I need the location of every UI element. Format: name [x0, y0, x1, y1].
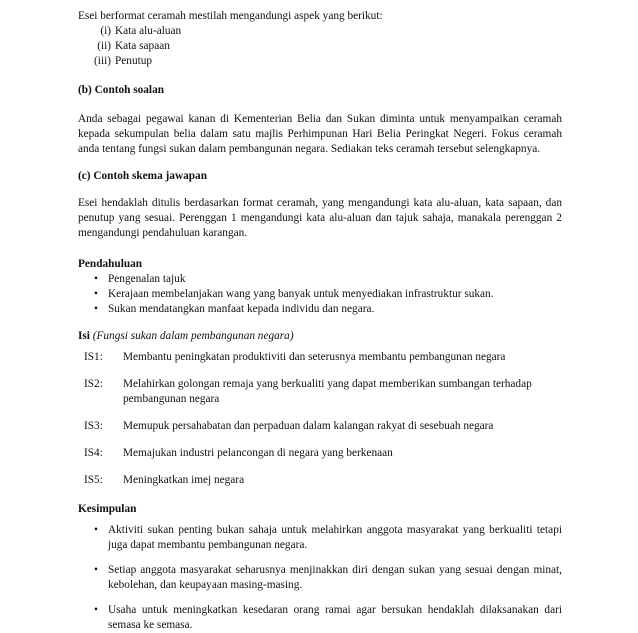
isi-point: IS5: Meningkatkan imej negara: [84, 474, 245, 486]
section-c-paragraph: Esei hendaklah ditulis berdasarkan format ceramah, yang mengandungi kata alu-aluan, kata sapaan, dan penutup yang sesuai. Perenggan 1 mengandungi kata alu-aluan dan tajuk sahaja, manakala perenggan 2 mengandungi pendahuluan karangan.: [78, 197, 562, 239]
bullet-icon: •: [94, 273, 98, 285]
bullet-icon: •: [94, 288, 98, 300]
isi-heading-line: [78, 329, 562, 344]
section-b-paragraph: Anda sebagai pegawai kanan di Kementerian Belia dan Sukan diminta untuk menyampaikan ceramah kepada sekumpulan belia dalam satu majlis Perhimpunan Hari Belia Peringkat Negeri. Fokus ceramah anda tentang fungsi sukan dalam pembangunan negara. Sediakan teks ceramah tersebut selengkapnya.: [78, 113, 562, 155]
list-item: • Sukan mendatangkan manfaat kepada individu dan negara.: [78, 302, 562, 317]
bullet-icon: •: [94, 564, 98, 576]
kesimpulan-list: [78, 523, 562, 633]
section-c-heading: (c) Contoh skema jawapan: [78, 170, 207, 182]
isi-point: IS3: Memupuk persahabatan dan perpaduan dalam kalangan rakyat di sesebuah negara: [84, 420, 494, 432]
document-page: [78, 9, 562, 633]
intro-aspect-list: [78, 24, 562, 69]
isi-point: IS2: Melahirkan golongan remaja yang berkualiti yang dapat memberikan sumbangan terhadap pembangunan negara: [84, 378, 532, 405]
list-item: • Setiap anggota masyarakat seharusnya menjinakkan diri dengan sukan yang sesuai dengan minat, kebolehan, dan keupayaan masing-masing.: [78, 563, 562, 593]
bullet-icon: •: [94, 604, 98, 616]
list-item: (iii) Penutup: [94, 55, 153, 67]
list-item: (i) Kata alu-aluan: [100, 25, 182, 37]
intro-text: Esei berformat ceramah mestilah mengandungi aspek yang berikut:: [78, 10, 383, 22]
isi-point: IS4: Memajukan industri pelancongan di negara yang berkenaan: [84, 447, 393, 459]
list-item: • Kerajaan membelanjakan wang yang banyak untuk menyediakan infrastruktur sukan.: [78, 287, 562, 302]
pendahuluan-heading: Pendahuluan: [78, 258, 143, 270]
isi-heading: Isi: [78, 330, 90, 342]
pendahuluan-list: [78, 272, 562, 317]
list-item: • Usaha untuk meningkatkan kesedaran orang ramai agar bersukan hendaklah dilaksanakan dari semasa ke semasa.: [78, 603, 562, 633]
list-item: • Pengenalan tajuk: [78, 272, 562, 287]
bullet-icon: •: [94, 524, 98, 536]
section-b-heading: (b) Contoh soalan: [78, 84, 165, 96]
isi-point: IS1: Membantu peningkatan produktiviti dan seterusnya membantu pembangunan negara: [84, 351, 506, 363]
list-item: • Aktiviti sukan penting bukan sahaja untuk melahirkan anggota masyarakat yang berkualiti tetapi juga dapat membantu pembangunan negara.: [78, 523, 562, 553]
list-item: (ii) Kata sapaan: [97, 40, 170, 52]
kesimpulan-heading: Kesimpulan: [78, 503, 137, 515]
bullet-icon: •: [94, 303, 98, 315]
isi-subtitle: (Fungsi sukan dalam pembangunan negara): [92, 330, 294, 342]
